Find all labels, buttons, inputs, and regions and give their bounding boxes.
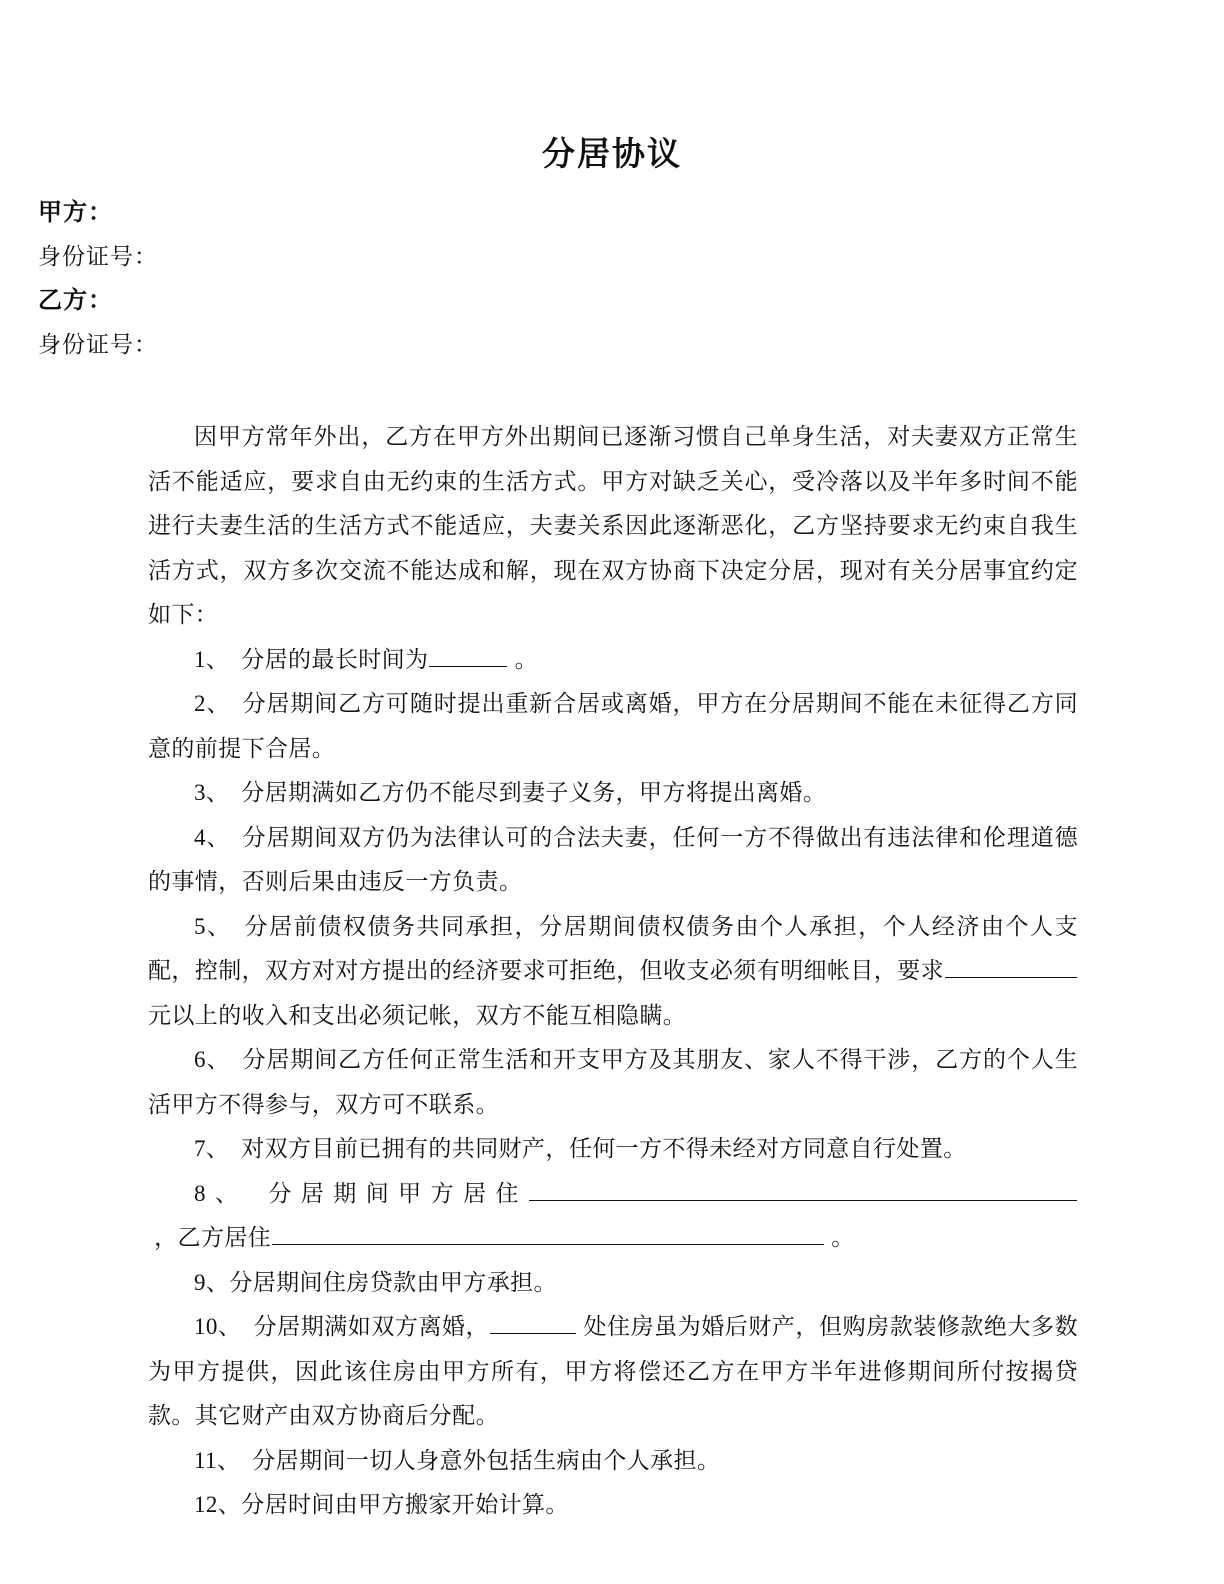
clause-4-number: 4、 bbox=[194, 824, 219, 850]
clause-6 bbox=[148, 1038, 1078, 1127]
clause-8-text: 分居期间甲方居住 bbox=[268, 1180, 528, 1206]
clause-11-text: 分居期间一切人身意外包括生病由个人承担。 bbox=[252, 1447, 721, 1473]
clause-8-mid: ，乙方居住 bbox=[148, 1225, 272, 1250]
preamble-paragraph: 因甲方常年外出，乙方在甲方外出期间已逐渐习惯自己单身生活，对夫妻双方正常生活不能适应，要求自由无约束的生活方式。甲方对缺乏关心，受冷落以及半年多时间不能进行夫妻生活的生活方式不能适应，夫妻关系因此逐渐恶化，乙方坚持要求无约束自我生活方式，双方多次交流不能达成和解，现在双方协商下决定分居，现对有关分居事宜约定如下： bbox=[148, 424, 1078, 627]
clause-2-gap bbox=[219, 691, 243, 716]
clause-10-text: 分居期满如双方离婚， bbox=[253, 1314, 490, 1339]
clause-1 bbox=[148, 638, 1078, 683]
clause-11-number: 11、 bbox=[194, 1447, 229, 1473]
clause-6-gap bbox=[219, 1047, 243, 1072]
clause-5-gap bbox=[220, 914, 245, 939]
clause-5 bbox=[148, 905, 1078, 1039]
clause-2-text: 分居期间乙方可随时提出重新合居或离婚，甲方在分居期间不能在未征得乙方同意的前提下合居。 bbox=[148, 691, 1078, 761]
clause-8 bbox=[148, 1172, 1078, 1261]
clause-7-gap bbox=[218, 1136, 241, 1161]
document-body bbox=[0, 415, 1224, 1528]
clause-3-gap bbox=[218, 780, 241, 805]
clause-9-text: 分居期间住房贷款由甲方承担。 bbox=[229, 1269, 557, 1295]
clause-9-number: 9、 bbox=[194, 1269, 230, 1295]
clause-1-blank[interactable] bbox=[429, 646, 507, 667]
clause-7-number: 7、 bbox=[194, 1136, 218, 1161]
party-a-id-label: 身份证号： bbox=[38, 244, 158, 269]
party-a-label: 甲方： bbox=[38, 200, 113, 226]
clause-12 bbox=[148, 1483, 1078, 1528]
clause-8-number: 8、 bbox=[194, 1180, 236, 1206]
clause-2 bbox=[148, 682, 1078, 771]
clause-6-text: 分居期间乙方任何正常生活和开支甲方及其朋友、家人不得干涉，乙方的个人生活甲方不得参与，双方可不联系。 bbox=[148, 1047, 1078, 1117]
clause-9 bbox=[148, 1261, 1078, 1306]
clause-7-text: 对双方目前已拥有的共同财产，任何一方不得未经对方同意自行处置。 bbox=[241, 1136, 967, 1161]
clause-5-number: 5、 bbox=[194, 913, 221, 939]
clause-12-number: 12、 bbox=[194, 1492, 242, 1517]
clause-1-gap bbox=[218, 647, 241, 672]
clause-11 bbox=[148, 1439, 1078, 1484]
clause-4 bbox=[148, 816, 1078, 905]
clause-3-number: 3、 bbox=[194, 780, 218, 805]
clause-10 bbox=[148, 1305, 1078, 1439]
page-title: 分居协议 bbox=[542, 137, 682, 173]
clause-8-residence-a-blank[interactable] bbox=[529, 1180, 1077, 1201]
clause-2-number: 2、 bbox=[194, 691, 219, 716]
clause-4-gap bbox=[219, 825, 243, 850]
clause-1-tail: 。 bbox=[508, 646, 538, 672]
clause-1-number: 1、 bbox=[194, 646, 218, 672]
clause-8-tail: 。 bbox=[825, 1225, 855, 1250]
clause-3 bbox=[148, 771, 1078, 816]
party-b-label: 乙方： bbox=[38, 288, 113, 314]
clause-10-number: 10、 bbox=[194, 1314, 231, 1339]
clause-11-gap bbox=[229, 1448, 252, 1473]
clause-5-tail: 元以上的收入和支出必须记帐，双方不能互相隐瞒。 bbox=[148, 1002, 687, 1028]
clause-12-text: 分居时间由甲方搬家开始计算。 bbox=[241, 1492, 569, 1517]
clause-6-number: 6、 bbox=[194, 1047, 219, 1072]
clause-10-gap bbox=[230, 1314, 254, 1339]
clause-8-residence-b-blank[interactable] bbox=[272, 1224, 824, 1245]
clause-1-text: 分居的最长时间为 bbox=[241, 646, 429, 672]
clause-10-blank[interactable] bbox=[490, 1313, 576, 1334]
clause-8-gap bbox=[236, 1181, 268, 1206]
spacer bbox=[0, 367, 1224, 415]
clause-4-text: 分居期间双方仍为法律认可的合法夫妻，任何一方不得做出有违法律和伦理道德的事情，否则后果由违反一方负责。 bbox=[148, 824, 1078, 894]
clause-7 bbox=[148, 1127, 1078, 1172]
parties-block bbox=[0, 177, 1224, 367]
party-b-id-label: 身份证号： bbox=[38, 332, 158, 357]
clause-10-tail: 处住房虽为婚后财产，但购房款装修款绝大多数为甲方提供，因此该住房由甲方所有，甲方将偿还乙方在甲方半年进修期间所付按揭贷款。其它财产由双方协商后分配。 bbox=[148, 1314, 1078, 1428]
clause-3-text: 分居期满如乙方仍不能尽到妻子义务，甲方将提出离婚。 bbox=[241, 780, 827, 805]
clause-5-text: 分居前债权债务共同承担，分居期间债权债务由个人承担，个人经济由个人支配，控制，双方对对方提出的经济要求可拒绝，但收支必须有明细帐目，要求 bbox=[148, 913, 1078, 983]
clause-5-blank[interactable] bbox=[945, 957, 1077, 978]
